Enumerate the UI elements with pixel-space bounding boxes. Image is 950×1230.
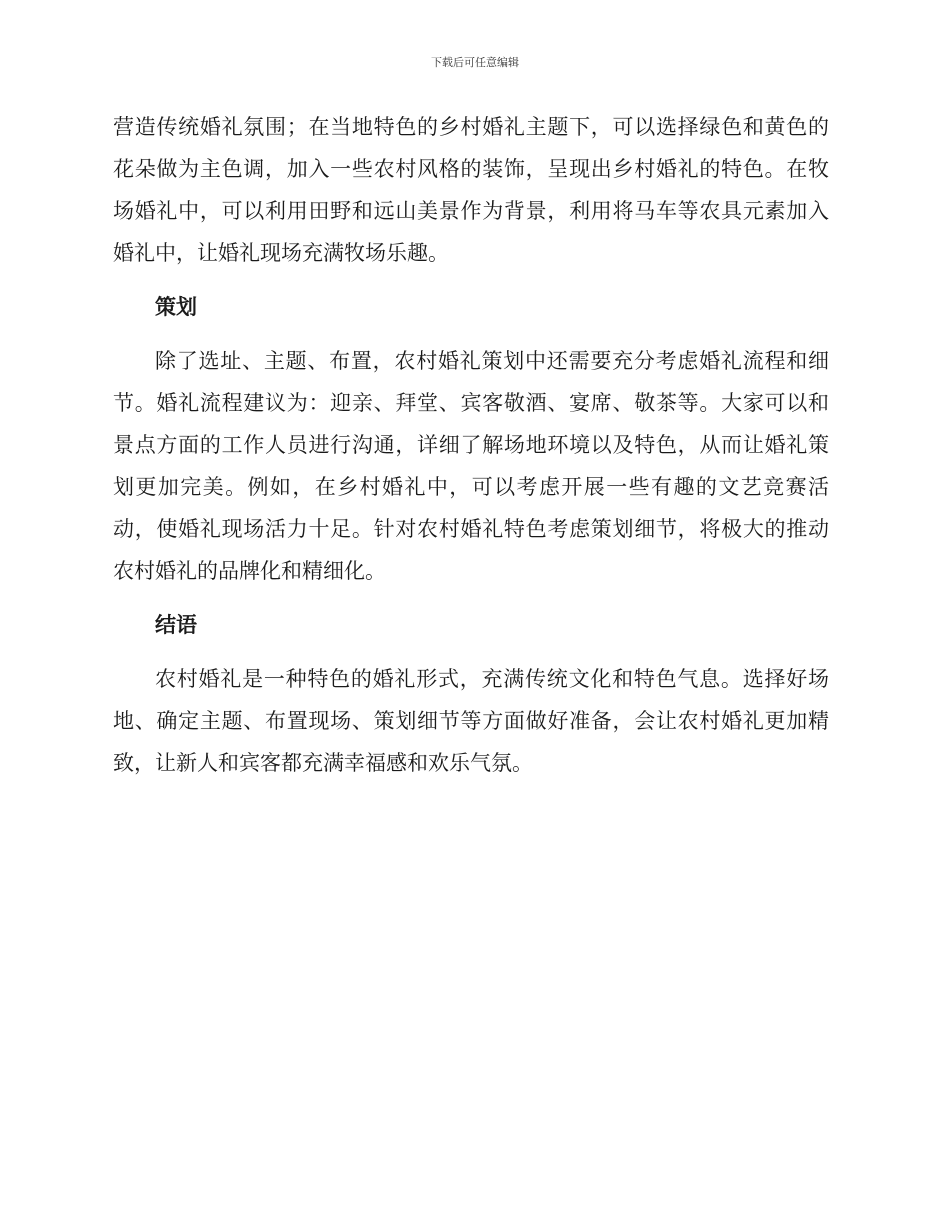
document-body [113,106,829,784]
paragraph-line: 地、确定主题、布置现场、策划细节等方面做好准备，会让农村婚礼更加精 [113,709,829,733]
paragraph-line: 营造传统婚礼氛围；在当地特色的乡村婚礼主题下，可以选择绿色和黄色的 [113,115,829,139]
paragraph-line: 婚礼中，让婚礼现场充满牧场乐趣。 [113,241,449,265]
paragraph-line: 农村婚礼是一种特色的婚礼形式，充满传统文化和特色气息。选择好场 [155,667,829,691]
paragraph-conclusion [113,658,829,784]
paragraph-venue-theme [113,106,829,274]
section-heading-planning: 策划 [155,295,197,319]
paragraph-line: 除了选址、主题、布置，农村婚礼策划中还需要充分考虑婚礼流程和细 [155,349,829,373]
paragraph-line: 动，使婚礼现场活力十足。针对农村婚礼特色考虑策划细节，将极大的推动 [113,517,829,541]
paragraph-line: 划更加完美。例如，在乡村婚礼中，可以考虑开展一些有趣的文艺竞赛活 [113,475,829,499]
paragraph-line: 农村婚礼的品牌化和精细化。 [113,559,386,583]
paragraph-line: 场婚礼中，可以利用田野和远山美景作为背景，利用将马车等农具元素加入 [113,199,829,223]
paragraph-line: 致，让新人和宾客都充满幸福感和欢乐气氛。 [113,751,533,775]
section-heading-conclusion: 结语 [155,613,197,637]
paragraph-line: 花朵做为主色调，加入一些农村风格的装饰，呈现出乡村婚礼的特色。在牧 [113,157,829,181]
header-note: 下载后可任意编辑 [431,56,519,69]
paragraph-line: 景点方面的工作人员进行沟通，详细了解场地环境以及特色，从而让婚礼策 [113,433,829,457]
paragraph-line: 节。婚礼流程建议为：迎亲、拜堂、宾客敬酒、宴席、敬茶等。大家可以和 [113,391,829,415]
paragraph-planning [113,340,829,592]
